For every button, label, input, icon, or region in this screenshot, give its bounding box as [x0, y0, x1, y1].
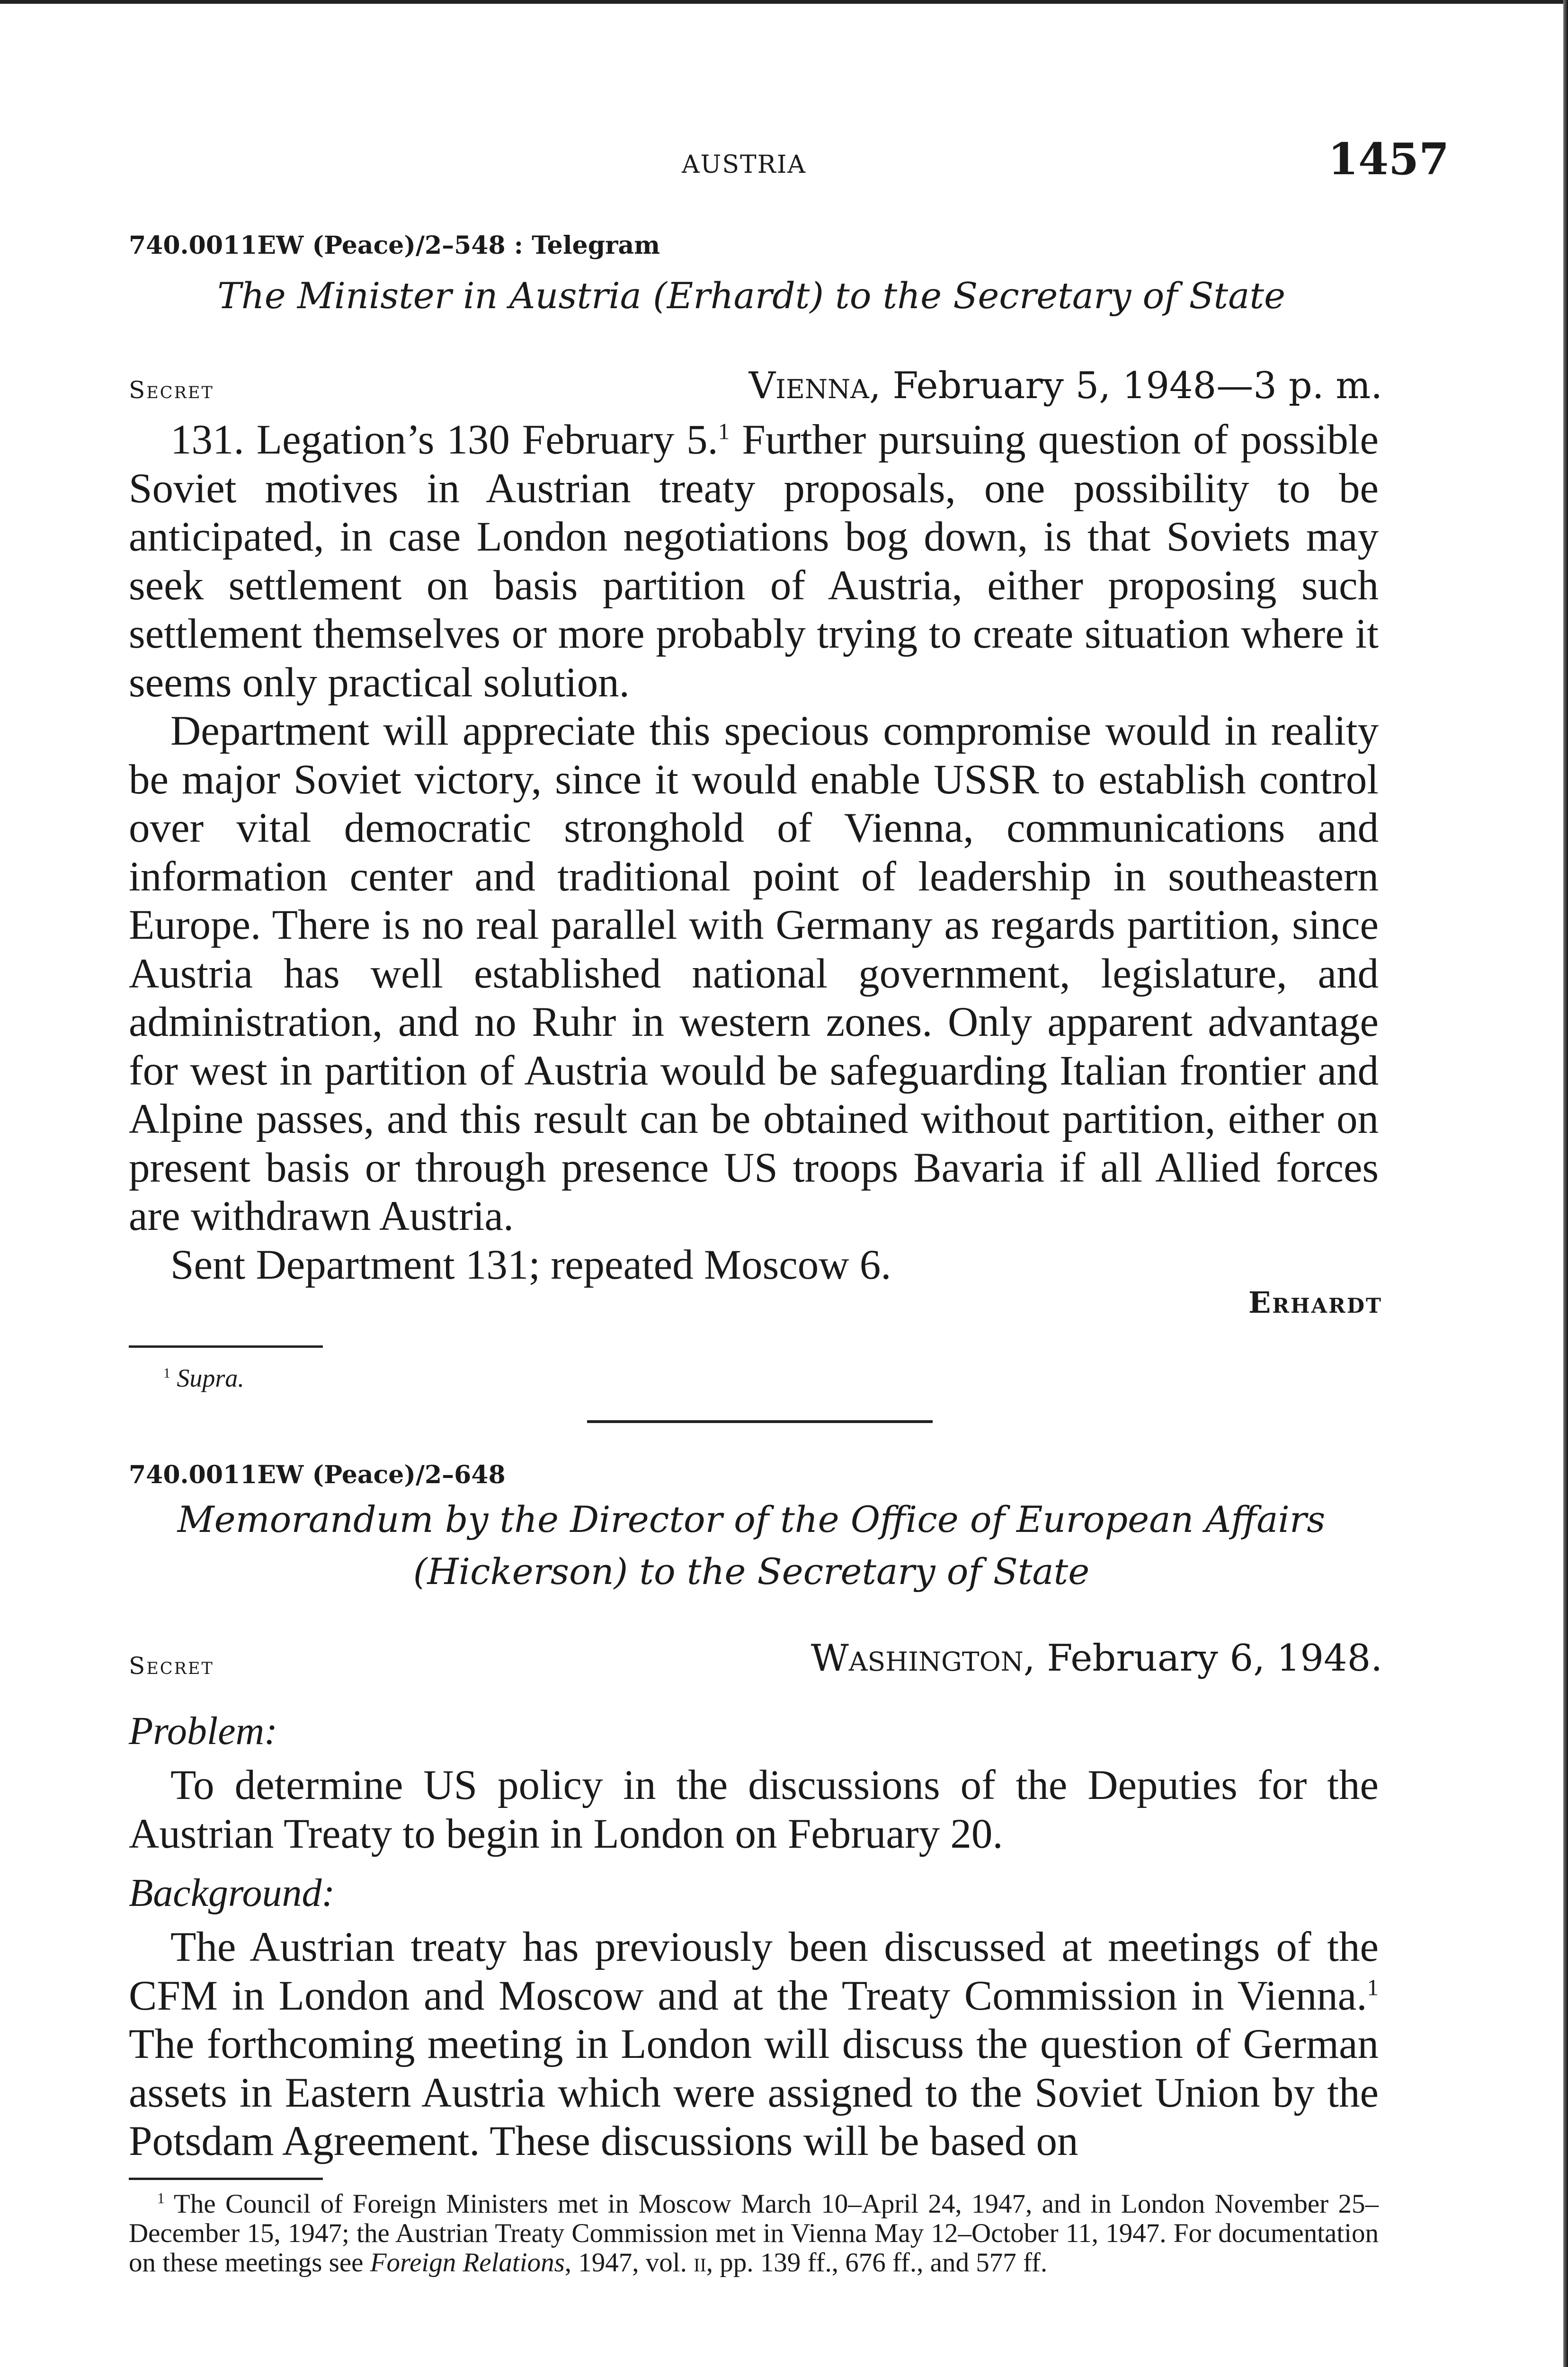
doc2-classification: Secret — [129, 1652, 214, 1680]
doc1-heading: The Minister in Austria (Erhardt) to the Secretary of State — [217, 275, 1285, 317]
doc2-file-reference: 740.0011EW (Peace)/2–648 — [129, 1460, 506, 1489]
doc2-footnote — [129, 2189, 1379, 2278]
doc2-background-label: Background: — [129, 1871, 335, 1915]
doc1-classification: Secret — [129, 376, 214, 404]
doc1-dateline-place: Vienna — [748, 365, 869, 407]
doc1-footnote-number: 1 — [163, 1366, 170, 1381]
doc2-footnote-part-b: , 1947, vol. — [564, 2248, 694, 2278]
doc2-dateline-date: , February 6, 1948. — [1023, 1637, 1382, 1680]
doc2-footnote-text — [129, 2189, 1379, 2278]
doc1-footnote — [163, 1363, 244, 1393]
doc2-background-body — [129, 1923, 1379, 2166]
doc1-p1-footnote-ref: 1 — [718, 418, 730, 445]
doc1-footnote-rule — [129, 1345, 323, 1348]
doc2-footnote-number: 1 — [157, 2190, 165, 2207]
section-divider — [587, 1420, 933, 1423]
doc2-dateline — [811, 1637, 1382, 1680]
doc2-problem-body — [129, 1761, 1379, 1858]
doc2-footnote-rule — [129, 2178, 323, 2180]
doc1-p1-start: 131. Legation’s 130 February 5. — [170, 417, 718, 463]
page-top-border — [0, 0, 1568, 4]
doc2-footnote-volume: ii — [694, 2248, 706, 2278]
doc2-problem-text: To determine US policy in the discussions of the Deputies for the Austrian Treaty to begin in London on February 20. — [129, 1762, 1379, 1857]
doc1-body — [129, 416, 1379, 1289]
doc1-dateline-date: , February 5, 1948—3 p. m. — [869, 365, 1382, 407]
doc2-dateline-place: Washington — [811, 1637, 1024, 1680]
doc1-paragraph-1 — [129, 416, 1379, 707]
doc1-paragraph-3: Sent Department 131; repeated Moscow 6. — [170, 1241, 891, 1288]
doc2-background-start: The Austrian treaty has previously been discussed at meetings of the CFM in London and Moscow and at the Treaty Commission in Vienna. — [129, 1924, 1379, 2019]
doc2-background-rest: The forthcoming meeting in London will discuss the question of German assets in Eastern Austria which were assigned to the Soviet Union by the Potsdam Agreement. These discussions will be based on — [129, 2021, 1379, 2164]
page-number: 1457 — [1328, 133, 1450, 185]
page-right-edge — [1563, 0, 1568, 2367]
doc1-paragraph-2: Department will appreciate this specious compromise would in reality be major Soviet victory, since it would enable USSR to establish control over vital democratic stronghold of Vienna, communications and information center and traditional point of leadership in southeastern Europe. There is no real parallel with Germany as regards partition, since Austria has well established national government, legislature, and administration, and no Ruhr in western zones. Only apparent advantage for west in partition of Austria would be safeguarding Italian frontier and Alpine passes, and this result can be obtained without partition, either on present basis or through presence US troops Bavaria if all Allied forces are withdrawn Austria. — [129, 708, 1379, 1239]
doc1-dateline — [749, 365, 1382, 407]
doc2-background-text — [129, 1923, 1379, 2166]
doc2-footnote-part-a: The Council of Foreign Ministers met in Moscow March 10–April 24, 1947, and in London November 25–December 15, 1947; the Austrian Treaty Commission met in Vienna May 12–October 11, 1947. For documentation on these meetings see — [129, 2189, 1379, 2278]
doc1-footnote-text: Supra. — [177, 1364, 244, 1392]
doc2-heading-line2: (Hickerson) to the Secretary of State — [413, 1550, 1090, 1593]
running-header-title: AUSTRIA — [682, 151, 806, 179]
doc2-footnote-part-c: , pp. 139 ff., 676 ff., and 577 ff. — [706, 2248, 1048, 2278]
doc2-heading-line1: Memorandum by the Director of the Office of European Affairs — [177, 1498, 1326, 1540]
doc1-signature: Erhardt — [1248, 1285, 1382, 1320]
doc2-background-footnote-ref: 1 — [1367, 1974, 1379, 2000]
doc1-p1-rest: Further pursuing question of possible Soviet motives in Austrian treaty proposals, one possibility to be anticipated, in case London negotiations bog down, is that Soviets may seek settlement on basis partition of Austria, either proposing such settlement themselves or more probably trying to create situation where it seems only practical solution. — [129, 417, 1379, 706]
doc2-problem-label: Problem: — [129, 1709, 278, 1753]
doc2-footnote-title: Foreign Relations — [370, 2248, 565, 2278]
doc1-file-reference: 740.0011EW (Peace)/2–548 : Telegram — [129, 231, 660, 260]
